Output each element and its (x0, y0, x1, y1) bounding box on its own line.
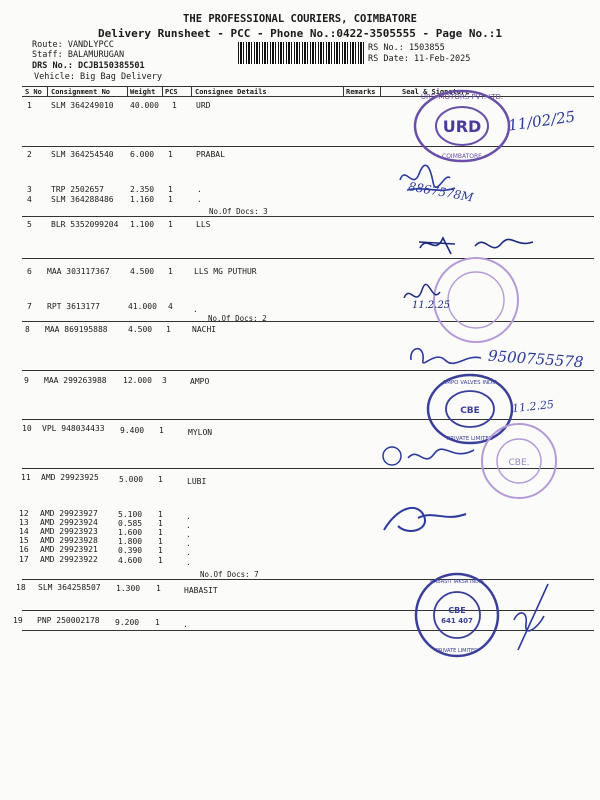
ampo-date-handwritten: 11.2.25 (511, 397, 555, 416)
svg-text:CBE: CBE (448, 606, 466, 615)
row-consignee: . (186, 530, 191, 539)
col-pcs: PCS (165, 88, 178, 96)
row-consignment: PNP 250002178 (37, 616, 100, 625)
row-consignment: AMD 29923922 (40, 555, 98, 564)
row-sno: 13 (19, 518, 29, 527)
row-sno: 8 (25, 325, 30, 334)
row-pcs: 1 (158, 510, 163, 519)
row-sno: 7 (27, 302, 32, 311)
svg-text:AMPO VALVES INDIA: AMPO VALVES INDIA (442, 380, 498, 386)
row-pcs: 1 (158, 475, 163, 484)
row-sno: 4 (27, 195, 32, 204)
svg-text:URD MOTORS PVT. LTD.: URD MOTORS PVT. LTD. (420, 93, 504, 101)
table-top-rule (22, 86, 594, 87)
row-consignee: PRABAL (196, 150, 225, 159)
docs-count: No.Of Docs: 3 (209, 207, 268, 216)
row-weight: 1.100 (130, 220, 155, 229)
col-sno: S No (25, 88, 42, 96)
row-rule (22, 370, 594, 371)
nachi-signature (405, 340, 485, 376)
row-pcs: 1 (158, 556, 163, 565)
row-consignee: HABASIT (184, 586, 218, 595)
drs-label: DRS No.: DCJB150385501 (32, 61, 145, 71)
col-weight: Weight (130, 88, 156, 96)
row-pcs: 1 (168, 267, 173, 276)
lls-date-handwritten: 11.2.25 (412, 300, 451, 311)
row-sno: 15 (19, 536, 29, 545)
row-pcs: 1 (166, 325, 171, 334)
row-consignee: NACHI (192, 325, 217, 334)
row-weight: 0.585 (118, 519, 143, 528)
row-sno: 9 (24, 376, 29, 385)
mylon-signature (378, 440, 488, 472)
row-pcs: 1 (158, 537, 163, 546)
svg-text:CBE: CBE (460, 406, 480, 416)
row-sno: 19 (13, 616, 23, 625)
row-pcs: 1 (168, 150, 173, 159)
row-consignee: . (197, 185, 202, 194)
row-weight: 5.100 (118, 510, 143, 519)
row-sno: 3 (27, 185, 32, 194)
col-divider (127, 86, 128, 96)
row-consignment: MAA 303117367 (47, 267, 110, 276)
row-weight: 1.600 (118, 528, 143, 537)
row-sno: 11 (21, 473, 31, 482)
row-consignment: SLM 364254540 (51, 150, 114, 159)
svg-text:HABASIT IAKSA INDIA: HABASIT IAKSA INDIA (430, 579, 484, 585)
svg-text:CBE.: CBE. (508, 458, 530, 468)
svg-text:PRIVATE LIMITED: PRIVATE LIMITED (435, 648, 479, 654)
row-consignee: LLS (196, 220, 211, 229)
row-consignee: . (186, 558, 191, 567)
col-divider (47, 86, 48, 96)
row-consignment: AMD 29923923 (40, 527, 98, 536)
row-consignee: LUBI (187, 477, 207, 486)
row-rule (22, 216, 594, 217)
col-seal: Seal & Signature (402, 88, 470, 96)
row-pcs: 4 (168, 302, 173, 311)
col-divider (191, 86, 192, 96)
runsheet-title: Delivery Runsheet - PCC - Phone No.:0422-3505555 - Page No.:1 (98, 27, 502, 40)
row-weight: 1.160 (130, 195, 155, 204)
row-consignee: MYLON (188, 428, 213, 437)
row-weight: 4.600 (118, 556, 143, 565)
row-weight: 6.000 (130, 150, 155, 159)
company-title: THE PROFESSIONAL COURIERS, COIMBATORE (183, 13, 417, 25)
staff-label: Staff: BALAMURUGAN (32, 50, 125, 60)
row-consignment: AMD 29923927 (40, 509, 98, 518)
row-consignment: SLM 364258507 (38, 583, 101, 592)
row-consignee: . (186, 548, 191, 557)
row-sno: 16 (19, 545, 29, 554)
row-pcs: 1 (158, 546, 163, 555)
row-weight: 2.350 (130, 185, 155, 194)
row-sno: 14 (19, 527, 29, 536)
row-sno: 5 (27, 220, 32, 229)
col-remarks: Remarks (346, 88, 376, 96)
urd-date-handwritten: 11/02/25 (507, 107, 577, 135)
row-weight: 4.500 (130, 267, 155, 276)
row-pcs: 1 (159, 426, 164, 435)
row-consignment: MAA 299263988 (44, 376, 107, 385)
row-consignee: AMPO (190, 377, 210, 386)
row-consignee: URD (196, 101, 211, 110)
rs-no: RS No.: 1503855 (368, 43, 445, 53)
vehicle-label: Vehicle: Big Bag Delivery (34, 72, 162, 82)
barcode (238, 42, 364, 64)
row-sno: 10 (22, 424, 32, 433)
row-weight: 0.390 (118, 546, 143, 555)
row-pcs: 3 (162, 376, 167, 385)
col-divider (380, 86, 381, 96)
row-consignment: RPT 3613177 (47, 302, 100, 311)
row-consignee: . (197, 195, 202, 204)
row-consignee: . (186, 512, 191, 521)
row-consignment: SLM 364288486 (51, 195, 114, 204)
row-sno: 18 (16, 583, 26, 592)
col-divider (162, 86, 163, 96)
row-consignment: AMD 29923925 (41, 473, 99, 482)
row-consignment: VPL 948034433 (42, 424, 105, 433)
row-weight: 12.000 (123, 376, 152, 385)
prabal-phone-handwritten: 8867578M (407, 179, 475, 205)
row-pcs: 1 (155, 618, 160, 627)
row-weight: 1.800 (118, 537, 143, 546)
row-consignee: . (186, 521, 191, 530)
lubi-signature (378, 496, 478, 542)
col-consignee: Consignee Details (195, 88, 267, 96)
row-sno: 17 (19, 555, 29, 564)
row-pcs: 1 (158, 519, 163, 528)
svg-text:641 407: 641 407 (441, 617, 473, 625)
row-consignment: TRP 2502657 (51, 185, 104, 194)
mylon-round-stamp (478, 420, 560, 502)
docs-count: No.Of Docs: 2 (208, 314, 267, 323)
row-sno: 1 (27, 101, 32, 110)
row-weight: 9.200 (115, 618, 140, 627)
row-consignment: AMD 29923921 (40, 545, 98, 554)
row-weight: 9.400 (120, 426, 145, 435)
row-weight: 41.000 (128, 302, 157, 311)
row-pcs: 1 (156, 584, 161, 593)
row-pcs: 1 (172, 101, 177, 110)
svg-text:URD: URD (442, 117, 482, 136)
row-sno: 12 (19, 509, 29, 518)
rs-date: RS Date: 11-Feb-2025 (368, 54, 471, 64)
row-pcs: 1 (168, 185, 173, 194)
row-consignment: AMD 29923924 (40, 518, 98, 527)
row-consignee: . (193, 305, 198, 314)
row-consignment: SLM 364249010 (51, 101, 114, 110)
row-consignee: . (186, 539, 191, 548)
row-pcs: 1 (168, 220, 173, 229)
row-consignee: LLS MG PUTHUR (194, 267, 257, 276)
row-pcs: 1 (158, 528, 163, 537)
row-consignment: MAA 869195888 (45, 325, 108, 334)
row-pcs: 1 (168, 195, 173, 204)
col-consignment: Consignment No (51, 88, 111, 96)
row-consignment: BLR 5352099204 (51, 220, 119, 229)
svg-text:PRIVATE LIMITED: PRIVATE LIMITED (446, 436, 494, 442)
habasit-signature (488, 580, 572, 660)
route-label: Route: VANDLYPCC (32, 40, 114, 50)
row-weight: 1.300 (116, 584, 141, 593)
row-consignment: AMD 29923928 (40, 536, 98, 545)
row-consignee: . (183, 620, 188, 629)
row-weight: 4.500 (128, 325, 153, 334)
col-divider (343, 86, 344, 96)
row-weight: 5.000 (119, 475, 144, 484)
row-sno: 6 (27, 267, 32, 276)
row-sno: 2 (27, 150, 32, 159)
row-weight: 40.000 (130, 101, 159, 110)
docs-count: No.Of Docs: 7 (200, 570, 259, 579)
nachi-phone-handwritten: 9500755578 (487, 346, 584, 372)
urd-motors-stamp (412, 88, 512, 164)
svg-text:• COIMBATORE •: • COIMBATORE • (436, 153, 488, 160)
